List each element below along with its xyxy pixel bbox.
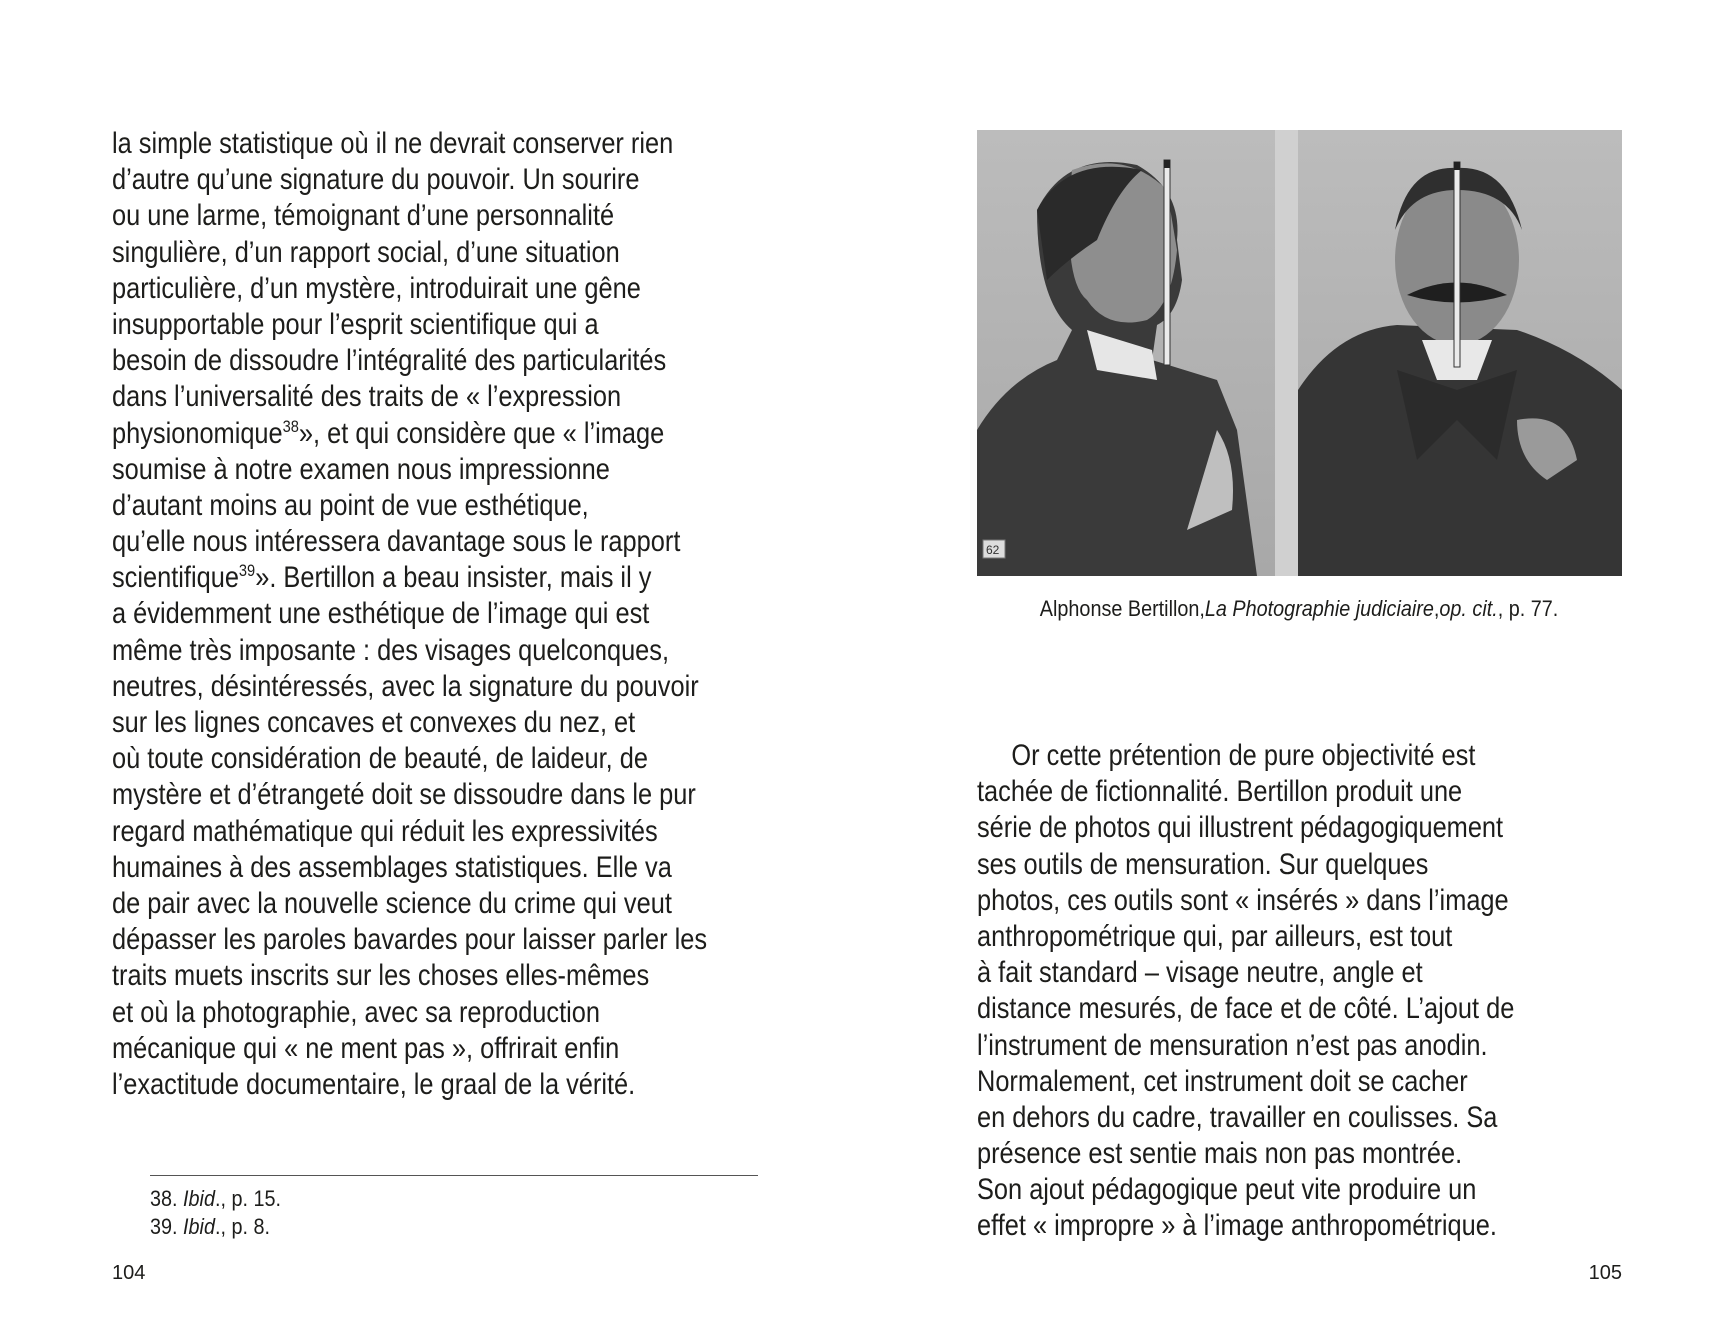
text-line: qu’elle nous intéressera davantage sous le rapport: [112, 525, 681, 559]
text-line: photos, ces outils sont « insérés » dans l’image: [977, 883, 1509, 917]
footnote-number: 39.: [150, 1214, 178, 1239]
page-number-left: 104: [112, 1262, 146, 1284]
plate-number: 62: [986, 543, 1000, 557]
text-line: singulière, d’un rapport social, d’une situation: [112, 235, 620, 269]
text-line: Normalement, cet instrument doit se cacher: [977, 1064, 1468, 1098]
mugshot-image: [977, 130, 1622, 576]
text-line: particulière, d’un mystère, introduirait une gêne: [112, 271, 641, 305]
caption-title: La Photographie judiciaire: [1205, 596, 1435, 621]
footnote-divider: [150, 1175, 758, 1176]
footnote-ibid: Ibid: [183, 1186, 215, 1211]
page-number-right: 105: [1588, 1262, 1622, 1284]
text-line: même très imposante : des visages quelconques,: [112, 633, 670, 667]
text-line: [112, 560, 707, 596]
right-page-body-text: [977, 738, 1514, 1245]
text-line: Or cette prétention de pure objectivité est: [1011, 739, 1476, 772]
text-line: d’autre qu’une signature du pouvoir. Un sourire: [112, 163, 640, 197]
footnote-number: 38.: [150, 1186, 178, 1211]
text-line: à fait standard – visage neutre, angle et: [977, 956, 1423, 990]
text-line: dépasser les paroles bavardes pour laisser parler les: [112, 923, 708, 957]
footnote-text: ., p. 15.: [214, 1186, 282, 1211]
text-fragment: », et qui considère que « l’image: [298, 416, 665, 450]
footnote-text: ., p. 8.: [214, 1214, 271, 1239]
text-fragment: scientifique: [112, 561, 239, 595]
left-page-body-text: [112, 126, 707, 1103]
text-line: soumise à notre examen nous impressionne: [112, 452, 610, 486]
text-line: en dehors du cadre, travailler en coulisses. Sa: [977, 1100, 1498, 1134]
text-line: de pair avec la nouvelle science du crime qui veut: [112, 886, 672, 920]
text-line: mécanique qui « ne ment pas », offrirait enfin: [112, 1031, 620, 1065]
text-fragment: ». Bertillon a beau insister, mais il y: [255, 561, 652, 595]
text-line: tachée de fictionnalité. Bertillon produit une: [977, 775, 1463, 809]
text-line: anthropométrique qui, par ailleurs, est tout: [977, 919, 1453, 953]
text-line: série de photos qui illustrent pédagogiquement: [977, 811, 1504, 845]
text-line: ses outils de mensuration. Sur quelques: [977, 847, 1429, 881]
text-line: regard mathématique qui réduit les expressivités: [112, 814, 658, 848]
footnote-38: [150, 1186, 281, 1212]
text-line: traits muets inscrits sur les choses elles-mêmes: [112, 959, 650, 993]
text-line: l’instrument de mensuration n’est pas anodin.: [977, 1028, 1488, 1062]
footnote-ref-38[interactable]: 38: [282, 416, 299, 436]
text-line: mystère et d’étrangeté doit se dissoudre dans le pur: [112, 778, 696, 812]
bertillon-photograph: [977, 130, 1622, 576]
text-line: présence est sentie mais non pas montrée.: [977, 1137, 1463, 1171]
frontal-portrait: [1298, 130, 1622, 576]
text-line: insupportable pour l’esprit scientifique qui a: [112, 307, 599, 341]
text-line: la simple statistique où il ne devrait conserver rien: [112, 127, 674, 160]
caption-opcit: op. cit.: [1439, 596, 1499, 621]
text-fragment: physionomique: [112, 416, 283, 450]
profile-portrait: [977, 130, 1275, 576]
text-line: d’autant moins au point de vue esthétique,: [112, 488, 589, 522]
text-line: l’exactitude documentaire, le graal de la vérité.: [112, 1067, 636, 1101]
text-line: [112, 416, 707, 452]
text-line: effet « impropre » à l’image anthropométrique.: [977, 1209, 1497, 1243]
text-line: où toute considération de beauté, de laideur, de: [112, 742, 649, 776]
text-line: besoin de dissoudre l’intégralité des particularités: [112, 344, 667, 378]
text-line: dans l’universalité des traits de « l’expression: [112, 380, 622, 414]
text-line: sur les lignes concaves et convexes du nez, et: [112, 706, 636, 739]
text-line: a évidemment une esthétique de l’image qui est: [112, 597, 650, 631]
caption-author: Alphonse Bertillon,: [1040, 596, 1206, 621]
text-line: neutres, désintéressés, avec la signature du pouvoir: [112, 669, 699, 703]
footnote-ref-39[interactable]: 39: [238, 561, 256, 581]
text-line: et où la photographie, avec sa reproduction: [112, 995, 601, 1029]
text-line: ou une larme, témoignant d’une personnalité: [112, 199, 615, 233]
footnote-39: [150, 1214, 270, 1240]
footnote-ibid: Ibid: [183, 1214, 215, 1239]
figure-caption: [977, 596, 1622, 622]
caption-separator: ,: [1434, 596, 1440, 621]
caption-page: , p. 77.: [1498, 596, 1559, 621]
text-line: humaines à des assemblages statistiques. Elle va: [112, 850, 672, 884]
text-line: Son ajout pédagogique peut vite produire un: [977, 1173, 1477, 1207]
text-line: distance mesurés, de face et de côté. L’ajout de: [977, 992, 1515, 1026]
